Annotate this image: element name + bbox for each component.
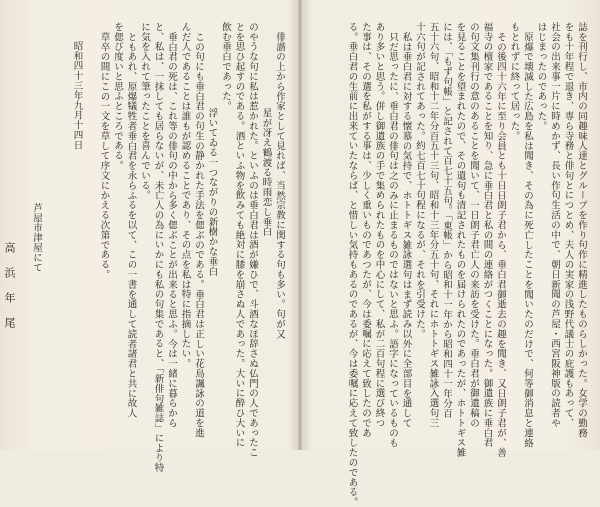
right-page-text-line: 福寺の檀家であることを知り、急に垂白君と私の間の連絡がつくことになった。御遺族に垂白君 xyxy=(481,22,493,448)
right-page-text-line: を見ることを望まれたので、その遺句も清記されたものを届けられたのであったが、ホトトギス雑 xyxy=(454,22,466,458)
left-page-text-line: とを思ひ起すのである。酒といふ物を飲みても絶対に膝を崩さぬ人であった。大いに酔ひ大いに xyxy=(233,22,245,448)
left-page-text-line: のやうな句に私は惹かれた。といふのは垂白君は酒が嫌ひで、斗酒なほ辞さぬ仏門の人であったこ xyxy=(247,22,258,458)
left-page-text-line: と、私は、一抹しても居らないが、未亡人の為にいかにも私の句集であると、「新俳句雑誌」により特 xyxy=(152,22,164,473)
right-page-text-line: 誌を刊行し、市内の同趣味人達とグループを作り句作に精進したものらしかった。女学の勤務 xyxy=(576,22,587,438)
place-line: 芦屋市津屋にて xyxy=(31,202,42,272)
spacer xyxy=(16,22,30,432)
right-page-text-line: その後四十六年に至り会員とも十日日朗子君から、垂白君御逝去の趣を聞き、又日朗子君が、善 xyxy=(495,31,506,458)
left-page-text-line: 浮いてゐる一つながりの新樹かな垂白 xyxy=(206,107,218,276)
book-gutter xyxy=(298,0,302,450)
left-page-text-line xyxy=(84,22,98,432)
right-page-text-line: 只だ思ったに、垂白君の俳句は之のみに止まるものではないと思ふ。語字になっているものも xyxy=(387,31,398,448)
left-page-text-line: 昭和四十三年九月十四日 xyxy=(71,41,83,150)
left-page xyxy=(3,22,286,473)
right-page-text-line: 十六句が記されてあった。約七百七十句程になるが、それを引受けた。 xyxy=(414,22,425,339)
right-page-text-line: をも十年程で退き、専ら寺務と俳句とにつとめ、夫人の実家の浅野代議士の庇護もあって、 xyxy=(562,22,574,428)
left-page-text-line: 俳諧の上から作家として見れば、当然宗教に関する句も多い。句が又 xyxy=(274,31,285,339)
author-signature: 高浜年尾 xyxy=(3,242,16,342)
right-page-text-line: あり多いと思う。併し御遺族の手で集められたものを中心にして、私が二百句程に選び終つ xyxy=(373,22,385,428)
right-page-text-line: る。垂白君の生前に出来ていたならば、と惜しい気持もあるのであるが、今は委嘱に応えて致したのである。 xyxy=(346,22,358,507)
right-page-text-line: には、「もず句帳」と記されて百七十五句。「東帳」から昭和十一年から昭和四十一年分百 xyxy=(441,22,452,419)
left-page-text-line: ともあれ、原爆犠牲者垂白君を永らふるを以て、この一書を通して読者諸君と共に故人 xyxy=(125,31,137,418)
right-page-text-line: 社会の出来事一片に時めかず、長い作句生活の中で、朝日新聞の芦屋・西宮阪神版の読者や xyxy=(549,22,560,428)
left-page-text-line: を偲び度いと思ふところである。 xyxy=(112,22,123,171)
right-page-text-line: もとれずに終って居った。 xyxy=(508,22,520,141)
spacer xyxy=(57,22,71,432)
right-page-text-line: 私は垂白君に対する懐慕の気持で、ホトトギス雑詠選句はまず読み以外に全部目を通して xyxy=(400,31,412,428)
left-page-text-line: 星が冴え鶴渡る時雨恋し垂白 xyxy=(260,107,272,237)
left-page-text-line: 草卒の間にこの一文を草して序文にかえる次第である。 xyxy=(98,31,110,279)
right-page-text-line: た事は、その選を私がする事は、少しく重いものであつたが、今は委嘱に応えて致したのであ xyxy=(360,22,371,438)
right-page-text-line: 五十六句、昭和十二年分百五十三句、昭和十三年分五十句、それにホトトギス雑詠入選句三 xyxy=(427,22,439,428)
right-page xyxy=(318,22,588,507)
right-page-text-line: はじまったのであった。 xyxy=(535,22,547,131)
left-page-text-line: 飲む垂白であった。 xyxy=(220,22,231,112)
left-page-text-line: んだ人であることは誰もが認めることであり、その点を私は特に指摘したい。 xyxy=(179,22,191,369)
left-page-text-line: この句にも垂白君の句生の静かれた手法を偲ぶのである。垂白君は正しい花鳥諷詠の道を進 xyxy=(193,31,204,438)
right-page-text-line: 原爆で壊滅した広島を私は聞き、その為に死亡したことを聞いたのだけで、何等御消息と連絡 xyxy=(522,31,533,448)
left-page-text-line: 垂白君の死は、これ等の俳句の中から多く偲ぶことが出来ると思ふ。今は一緒に暮らから xyxy=(166,31,177,428)
spacer xyxy=(43,22,57,432)
right-page-text-line: の句文集刊行の意のあることを聞いて、一日朗子君亡人の来訪を受けた。垂白君が御遺稿の xyxy=(468,22,479,428)
left-page-text-line: に気を入れて筆ったことを喜んでいる。 xyxy=(139,22,150,201)
